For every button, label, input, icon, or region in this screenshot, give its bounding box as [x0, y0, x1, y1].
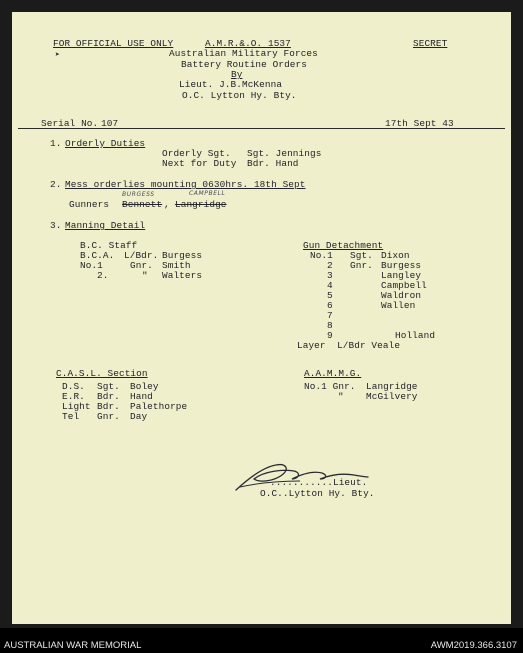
gun-detachment-heading: Gun Detachment	[303, 240, 384, 251]
footer-institution: AUSTRALIAN WAR MEMORIAL	[4, 640, 142, 651]
list-item: E.R.	[62, 391, 85, 402]
list-item: Bdr.	[97, 391, 120, 402]
list-item: 4	[327, 280, 333, 291]
order-date: 17th Sept 43	[385, 118, 454, 129]
list-item: 9	[327, 330, 333, 341]
list-item: Day	[130, 411, 148, 422]
list-item: Wallen	[381, 300, 416, 311]
aammg-heading: A.A.M.M.G.	[304, 368, 362, 379]
list-item: Boley	[130, 381, 159, 392]
list-item: Gnr.	[350, 260, 373, 271]
list-item: D.S.	[62, 381, 85, 392]
list-item: Burgess	[162, 250, 203, 261]
list-item: "	[142, 270, 148, 281]
gunners-label: Gunners	[69, 199, 110, 210]
list-item: Light	[62, 401, 91, 412]
list-item: Campbell	[381, 280, 427, 291]
list-item: No.1	[80, 260, 103, 271]
classification-label: SECRET	[413, 38, 448, 49]
handwritten-campbell: CAMPBELL	[189, 190, 226, 197]
list-item: Gnr.	[97, 411, 120, 422]
list-item: Tel	[62, 411, 80, 422]
list-item: Langridge	[366, 381, 418, 392]
list-item: Burgess	[381, 260, 422, 271]
list-item: 7	[327, 310, 333, 321]
section3-number: 3.	[50, 220, 62, 231]
footer-accession: AWM2019.366.3107	[430, 640, 517, 651]
list-item: Bdr.	[97, 401, 120, 412]
list-item: No.1 Gnr.	[304, 381, 356, 392]
comma: ,	[164, 199, 170, 210]
list-item: Holland	[395, 330, 436, 341]
list-item: B.C.A.	[80, 250, 115, 261]
amr-reference: A.M.R.&.O. 1537	[205, 38, 291, 49]
bc-staff-label: B.C. Staff	[80, 240, 138, 251]
list-item: Hand	[130, 391, 153, 402]
list-item: No.1	[310, 250, 333, 261]
list-item: 8	[327, 320, 333, 331]
arrow-mark-icon: ➤	[55, 51, 60, 60]
list-item: Gnr.	[130, 260, 153, 271]
serial-number: 107	[101, 118, 119, 129]
casl-heading: C.A.S.L. Section	[56, 368, 148, 379]
list-item: McGilvery	[366, 391, 418, 402]
list-item: Waldron	[381, 290, 422, 301]
organisation: Australian Military Forces	[169, 48, 318, 59]
official-use-label: FOR OFFICIAL USE ONLY	[53, 38, 174, 49]
list-item: "	[338, 391, 344, 402]
list-item: Langley	[381, 270, 422, 281]
list-item: Palethorpe	[130, 401, 188, 412]
author: Lieut. J.B.McKenna	[179, 79, 283, 90]
list-item: Walters	[162, 270, 203, 281]
list-item: 2	[327, 260, 333, 271]
signature-rank: ...........Lieut.	[270, 477, 368, 488]
list-item: 2.	[97, 270, 109, 281]
list-item: Sgt.	[350, 250, 373, 261]
section3-heading: Manning Detail	[65, 220, 146, 231]
archive-footer	[0, 628, 523, 653]
section1-heading: Orderly Duties	[65, 138, 146, 149]
next-duty-name: Bdr. Hand	[247, 158, 299, 169]
handwritten-burgess: BURGESS	[122, 191, 155, 198]
list-item: Sgt.	[97, 381, 120, 392]
next-duty-role: Next for Duty	[162, 158, 237, 169]
orderly-sgt-name: Sgt. Jennings	[247, 148, 322, 159]
section2-number: 2.	[50, 179, 62, 190]
layer-line: Layer L/Bdr Veale	[297, 340, 401, 351]
signature-unit: O.C..Lytton Hy. Bty.	[260, 488, 375, 499]
struck-name-2: Langridge	[175, 199, 227, 210]
list-item: 5	[327, 290, 333, 301]
by-label: By	[231, 69, 243, 80]
list-item: L/Bdr.	[124, 250, 159, 261]
section1-number: 1.	[50, 138, 62, 149]
document-page	[12, 12, 511, 624]
unit: O.C. Lytton Hy. Bty.	[182, 90, 297, 101]
list-item: Dixon	[381, 250, 410, 261]
list-item: Smith	[162, 260, 191, 271]
section2-heading: Mess orderlies mounting 0630hrs. 18th Sept	[65, 179, 306, 190]
document-title: Battery Routine Orders	[181, 59, 307, 70]
serial-label: Serial No.	[41, 118, 99, 129]
orderly-sgt-role: Orderly Sgt.	[162, 148, 231, 159]
list-item: 3	[327, 270, 333, 281]
struck-name-1: Bennett	[122, 199, 163, 210]
list-item: 6	[327, 300, 333, 311]
